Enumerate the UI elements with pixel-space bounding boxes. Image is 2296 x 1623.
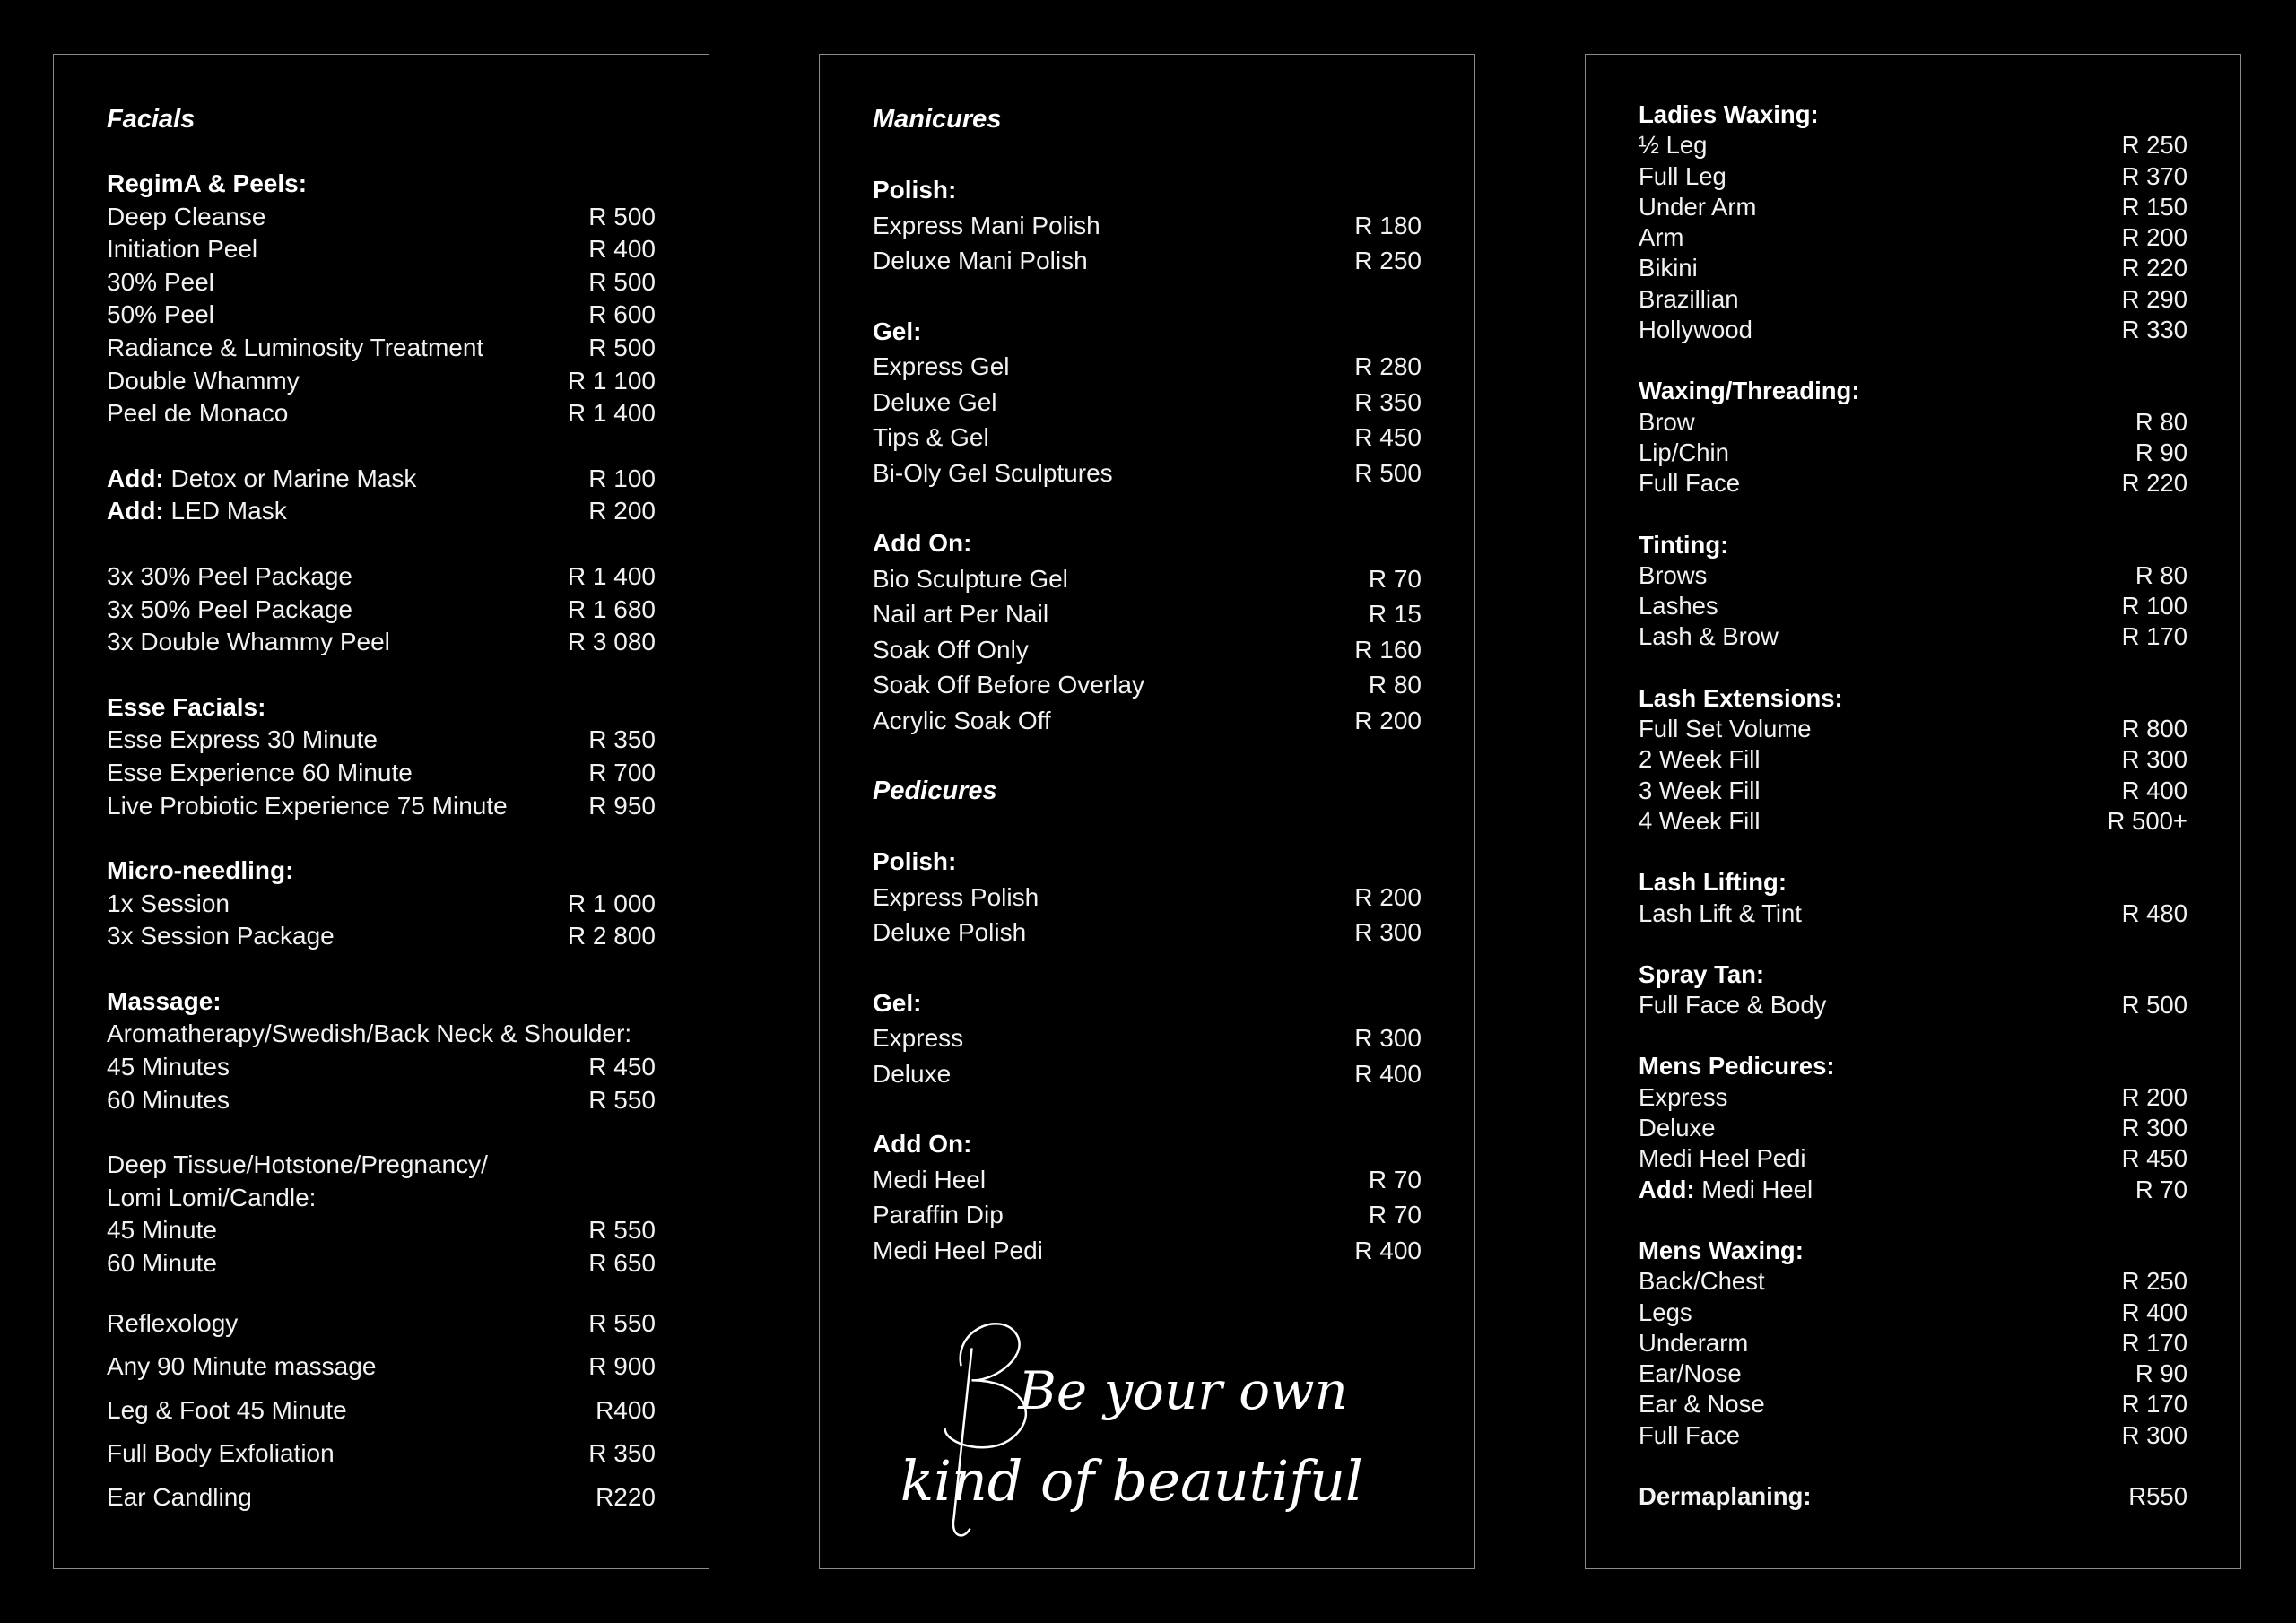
item-price: R 300: [2121, 1114, 2187, 1142]
price-row: [107, 1389, 656, 1433]
price-row: [107, 397, 656, 430]
item-price: R550: [2128, 1481, 2187, 1510]
massage-heading: Massage:: [107, 986, 222, 1015]
price-row: [107, 1302, 656, 1346]
mens-waxing-list: [1639, 1266, 2187, 1451]
item-name: Medi Heel Pedi: [873, 1236, 1043, 1264]
price-row: [107, 1345, 656, 1389]
item-price: R 550: [588, 1085, 656, 1114]
manicure-polish-list: [873, 208, 1422, 279]
item-name: Full Face: [1639, 1420, 1741, 1449]
price-row: [873, 243, 1422, 279]
price-row: [107, 1214, 656, 1247]
item-price: R 200: [588, 497, 656, 525]
price-row: [1639, 806, 2187, 837]
item-name: Back/Chest: [1639, 1267, 1765, 1296]
item-price: R 650: [588, 1249, 656, 1278]
price-row: [1639, 1113, 2187, 1143]
price-row: [1639, 315, 2187, 345]
item-name: Soak Off Only: [873, 635, 1029, 664]
item-name: 3x Session Package: [107, 922, 335, 950]
item-name: Deluxe: [1639, 1114, 1716, 1142]
micro-needling-list: [107, 888, 656, 953]
item-price: R 250: [2121, 1267, 2187, 1296]
price-row: [107, 233, 656, 266]
pedicure-addon-list: [873, 1162, 1422, 1269]
price-row: [1639, 898, 2187, 929]
item-name: Acrylic Soak Off: [873, 706, 1051, 734]
item-price: R 3 080: [567, 628, 656, 656]
price-row: [1639, 1481, 2187, 1512]
item-name: Brazillian: [1639, 284, 1739, 313]
item-name: Full Set Volume: [1639, 715, 1812, 743]
item-price: R 280: [1354, 352, 1422, 380]
price-row: [107, 1051, 656, 1084]
item-name: Bio Sculpture Gel: [873, 564, 1068, 593]
price-row: [1639, 714, 2187, 744]
item-name: Lip/Chin: [1639, 438, 1729, 466]
item-name: Peel de Monaco: [107, 399, 289, 428]
item-name: Tips & Gel: [873, 423, 989, 451]
item-name: Esse Experience 60 Minute: [107, 758, 413, 786]
massage-list: [107, 1214, 656, 1280]
add-label: Add:: [107, 464, 164, 492]
item-name: Lash Lift & Tint: [1639, 898, 1802, 927]
massage-subheading: Lomi Lomi/Candle:: [107, 1183, 317, 1211]
item-price: R 200: [1354, 882, 1422, 911]
price-row: [873, 703, 1422, 739]
price-row: [873, 385, 1422, 421]
item-name: Soak Off Before Overlay: [873, 671, 1144, 699]
waxing-panel: [1585, 54, 2241, 1569]
item-price: R 500: [1354, 458, 1422, 487]
item-name: Nail art Per Nail: [873, 600, 1049, 628]
item-price: R 500: [588, 267, 656, 296]
price-row: [107, 560, 656, 594]
item-name: Hollywood: [1639, 316, 1752, 344]
item-price: R 350: [588, 725, 656, 754]
item-price: R 900: [588, 1352, 656, 1381]
item-price: R 550: [588, 1216, 656, 1245]
item-name: Live Probiotic Experience 75 Minute: [107, 791, 508, 820]
regima-heading: RegimA & Peels:: [107, 169, 308, 197]
item-name: 1x Session: [107, 889, 230, 917]
item-price: R 170: [2121, 1328, 2187, 1357]
item-price: R 550: [588, 1308, 656, 1337]
item-name: 30% Peel: [107, 267, 214, 296]
item-name: Deluxe Mani Polish: [873, 247, 1088, 274]
item-price: R 80: [2135, 560, 2187, 589]
facials-panel: [53, 54, 709, 1569]
price-row: [873, 561, 1422, 597]
price-row: [107, 463, 656, 496]
polish-heading: Polish:: [873, 847, 957, 875]
price-row: [107, 332, 656, 365]
item-name: Express Mani Polish: [873, 211, 1100, 239]
price-row: [1639, 744, 2187, 775]
item-name: 45 Minute: [107, 1216, 217, 1245]
mens-pedicures-heading: Mens Pedicures:: [1639, 1052, 1835, 1081]
item-price: R 70: [2135, 1175, 2187, 1203]
price-row: [1639, 407, 2187, 438]
price-row: [107, 1247, 656, 1280]
add-label: Add:: [107, 497, 164, 525]
item-price: R 400: [1354, 1236, 1422, 1264]
price-row: [1639, 1143, 2187, 1174]
item-price: R 250: [2121, 131, 2187, 160]
mens-pedicures-list: [1639, 1082, 2187, 1175]
price-row: [107, 594, 656, 627]
item-name: Deluxe Gel: [873, 387, 997, 416]
item-price: R 1 400: [567, 561, 656, 590]
mens-waxing-heading: Mens Waxing:: [1639, 1236, 1804, 1264]
pedicure-gel-list: [873, 1020, 1422, 1091]
item-price: R 1 680: [567, 595, 656, 623]
price-row: [1639, 253, 2187, 283]
item-price: R 300: [1354, 918, 1422, 946]
pedicures-title: Pedicures: [873, 777, 997, 805]
price-row: [107, 495, 656, 528]
waxing-threading-list: [1639, 407, 2187, 499]
item-price: R 290: [2121, 284, 2187, 313]
price-row: [1639, 222, 2187, 253]
item-name: 4 Week Fill: [1639, 806, 1761, 835]
massage-list: [107, 1051, 656, 1116]
item-name: 50% Peel: [107, 300, 214, 329]
price-row: [107, 757, 656, 790]
facials-title: Facials: [107, 105, 196, 134]
item-price: R 500: [588, 333, 656, 361]
price-row: [1639, 1358, 2187, 1389]
price-row: [873, 456, 1422, 491]
ladies-waxing-heading: Ladies Waxing:: [1639, 100, 1819, 128]
item-price: R 1 000: [567, 889, 656, 917]
price-row: [873, 1197, 1422, 1233]
price-row: [1639, 776, 2187, 806]
spray-tan-heading: Spray Tan:: [1639, 959, 1765, 988]
item-name: Lash & Brow: [1639, 622, 1779, 651]
price-row: [1639, 560, 2187, 591]
item-name: LED Mask: [170, 497, 287, 525]
item-name: Legs: [1639, 1298, 1692, 1326]
item-name: Deluxe Polish: [873, 918, 1027, 946]
item-name: Reflexology: [107, 1308, 239, 1337]
item-name: Full Face: [1639, 469, 1741, 498]
package-list: [107, 560, 656, 659]
price-row: [107, 888, 656, 921]
item-price: R 2 800: [567, 922, 656, 950]
price-row: [1639, 1328, 2187, 1358]
massage-subheading: Aromatherapy/Swedish/Back Neck & Shoulder:: [107, 1020, 632, 1048]
item-price: R 200: [2121, 1082, 2187, 1111]
item-name: Arm: [1639, 223, 1684, 252]
lash-extensions-heading: Lash Extensions:: [1639, 683, 1843, 712]
price-row: [107, 201, 656, 234]
item-price: R220: [596, 1483, 656, 1511]
polish-heading: Polish:: [873, 176, 957, 204]
other-treatments-list: [107, 1302, 656, 1520]
item-name: Express: [873, 1024, 964, 1052]
add-on-heading: Add On:: [873, 529, 972, 557]
item-name: Deluxe: [873, 1059, 952, 1088]
item-name: Paraffin Dip: [873, 1201, 1004, 1228]
item-price: R 150: [2121, 192, 2187, 221]
price-row: [107, 365, 656, 398]
esse-heading: Esse Facials:: [107, 692, 266, 721]
item-name: 60 Minutes: [107, 1085, 230, 1114]
item-name: Double Whammy: [107, 366, 300, 395]
item-price: R 500: [588, 202, 656, 230]
item-name: Ear/Nose: [1639, 1359, 1742, 1388]
item-name: Full Body Exfoliation: [107, 1439, 335, 1468]
price-row: [1639, 130, 2187, 161]
price-row: [873, 596, 1422, 632]
nails-panel: [819, 54, 1475, 1569]
item-price: R 400: [588, 235, 656, 264]
manicure-gel-list: [873, 349, 1422, 490]
ladies-waxing-list: [1639, 130, 2187, 345]
price-row: [873, 1020, 1422, 1056]
item-name: 60 Minute: [107, 1249, 217, 1278]
item-name: Deep Cleanse: [107, 202, 266, 230]
price-row: [1639, 161, 2187, 192]
item-price: R 300: [2121, 1420, 2187, 1449]
lash-extensions-list: [1639, 714, 2187, 837]
price-row: [107, 1432, 656, 1476]
item-price: R 80: [1368, 671, 1422, 699]
price-row: [1639, 1389, 2187, 1419]
item-name: Underarm: [1639, 1328, 1749, 1357]
item-price: R 450: [1354, 423, 1422, 451]
item-price: R 170: [2121, 1390, 2187, 1419]
price-row: [107, 790, 656, 823]
item-name: Bi-Oly Gel Sculptures: [873, 458, 1113, 487]
price-row: [1639, 1266, 2187, 1297]
tagline-line-2: kind of beautiful: [900, 1448, 1363, 1514]
item-price: R 100: [2121, 592, 2187, 621]
item-name: Brow: [1639, 407, 1695, 436]
gel-heading: Gel:: [873, 988, 922, 1017]
price-row: [873, 667, 1422, 703]
item-name: Leg & Foot 45 Minute: [107, 1395, 347, 1424]
price-row: [107, 724, 656, 757]
item-price: R 370: [2121, 161, 2187, 190]
price-row: [1639, 1420, 2187, 1451]
dermaplaning-heading: Dermaplaning:: [1639, 1481, 1812, 1510]
item-price: R 350: [588, 1439, 656, 1468]
item-name: Ear Candling: [107, 1483, 252, 1511]
massage-subheading: Deep Tissue/Hotstone/Pregnancy/: [107, 1150, 488, 1179]
item-name: Detox or Marine Mask: [170, 464, 417, 492]
item-name: Under Arm: [1639, 192, 1757, 221]
item-price: R 80: [2135, 407, 2187, 436]
tagline-script: [820, 1294, 1474, 1617]
item-name: Medi Heel: [1701, 1175, 1813, 1203]
item-price: R 480: [2121, 898, 2187, 927]
item-price: R400: [596, 1395, 656, 1424]
item-name: Initiation Peel: [107, 235, 258, 264]
item-name: 3x 30% Peel Package: [107, 561, 352, 590]
item-name: Esse Express 30 Minute: [107, 725, 378, 754]
waxing-threading-heading: Waxing/Threading:: [1639, 377, 1860, 405]
gel-heading: Gel:: [873, 317, 922, 345]
item-price: R 220: [2121, 469, 2187, 498]
item-price: R 220: [2121, 254, 2187, 282]
spray-tan-list: [1639, 990, 2187, 1020]
price-row: [873, 420, 1422, 456]
esse-list: [107, 724, 656, 822]
price-row: [1639, 591, 2187, 621]
item-name: Medi Heel: [873, 1165, 987, 1193]
price-row: [1639, 468, 2187, 499]
price-row: [107, 266, 656, 299]
item-name: 45 Minutes: [107, 1053, 230, 1081]
price-row: [107, 1476, 656, 1520]
price-row: [873, 208, 1422, 244]
item-price: R 170: [2121, 622, 2187, 651]
item-price: R 600: [588, 300, 656, 329]
price-row: [1639, 990, 2187, 1020]
item-name: Bikini: [1639, 254, 1698, 282]
item-price: R 1 400: [567, 399, 656, 428]
tinting-list: [1639, 560, 2187, 653]
item-name: Full Leg: [1639, 161, 1726, 190]
price-row: [107, 1084, 656, 1117]
item-price: R 300: [1354, 1024, 1422, 1052]
manicure-addon-list: [873, 561, 1422, 739]
regima-list: [107, 201, 656, 430]
item-price: R 400: [2121, 1298, 2187, 1326]
price-row: [873, 915, 1422, 950]
item-name: Express: [1639, 1082, 1728, 1111]
item-price: R 160: [1354, 635, 1422, 664]
price-row: [1639, 438, 2187, 468]
item-price: R 300: [2121, 745, 2187, 774]
price-row: [873, 1233, 1422, 1269]
item-price: R 250: [1354, 247, 1422, 274]
item-name: Radiance & Luminosity Treatment: [107, 333, 484, 361]
item-name: 3 Week Fill: [1639, 776, 1761, 804]
item-price: R 200: [2121, 223, 2187, 252]
item-name: Express Polish: [873, 882, 1039, 911]
item-price: R 450: [2121, 1144, 2187, 1173]
price-row: [1639, 192, 2187, 222]
lash-lifting-list: [1639, 898, 2187, 929]
add-label: Add:: [1639, 1175, 1695, 1203]
item-price: R 500+: [2107, 806, 2187, 835]
price-row: [1639, 284, 2187, 315]
item-name: Any 90 Minute massage: [107, 1352, 377, 1381]
lash-lifting-heading: Lash Lifting:: [1639, 868, 1787, 897]
item-price: R 100: [588, 464, 656, 492]
tagline-line-1: Be your own: [1018, 1360, 1348, 1422]
item-name: 3x 50% Peel Package: [107, 595, 352, 623]
item-price: R 15: [1368, 600, 1422, 628]
item-name: 2 Week Fill: [1639, 745, 1761, 774]
item-name: Express Gel: [873, 352, 1010, 380]
item-price: R 400: [1354, 1059, 1422, 1088]
price-row: [1639, 621, 2187, 652]
item-price: R 500: [2121, 991, 2187, 1020]
item-price: R 350: [1354, 387, 1422, 416]
item-price: R 90: [2135, 438, 2187, 466]
manicures-title: Manicures: [873, 105, 1002, 134]
item-name: Brows: [1639, 560, 1708, 589]
item-price: R 400: [2121, 776, 2187, 804]
item-name: Ear & Nose: [1639, 1390, 1765, 1419]
item-price: R 70: [1368, 1201, 1422, 1228]
tagline-svg: [820, 1294, 1474, 1617]
price-row: [873, 632, 1422, 668]
tinting-heading: Tinting:: [1639, 530, 1729, 559]
item-price: R 1 100: [567, 366, 656, 395]
price-row: [107, 920, 656, 953]
item-price: R 700: [588, 758, 656, 786]
item-price: R 950: [588, 791, 656, 820]
item-name: 3x Double Whammy Peel: [107, 628, 390, 656]
price-row: [873, 1162, 1422, 1198]
item-name: Full Face & Body: [1639, 991, 1827, 1020]
item-name: ½ Leg: [1639, 131, 1708, 160]
item-price: R 180: [1354, 211, 1422, 239]
item-name: Medi Heel Pedi: [1639, 1144, 1806, 1173]
price-row: [1639, 1175, 2187, 1205]
price-row: [873, 880, 1422, 916]
item-price: R 70: [1368, 564, 1422, 593]
item-price: R 800: [2121, 715, 2187, 743]
price-row: [873, 1056, 1422, 1092]
item-price: R 450: [588, 1053, 656, 1081]
item-price: R 90: [2135, 1359, 2187, 1388]
price-row: [107, 299, 656, 332]
price-row: [1639, 1082, 2187, 1113]
price-row: [107, 626, 656, 659]
pedicure-polish-list: [873, 880, 1422, 950]
price-row: [1639, 1298, 2187, 1328]
add-on-heading: Add On:: [873, 1130, 972, 1158]
item-price: R 330: [2121, 316, 2187, 344]
item-price: R 70: [1368, 1165, 1422, 1193]
micro-needling-heading: Micro-needling:: [107, 856, 294, 885]
item-name: Lashes: [1639, 592, 1718, 621]
item-price: R 200: [1354, 706, 1422, 734]
price-row: [873, 349, 1422, 385]
